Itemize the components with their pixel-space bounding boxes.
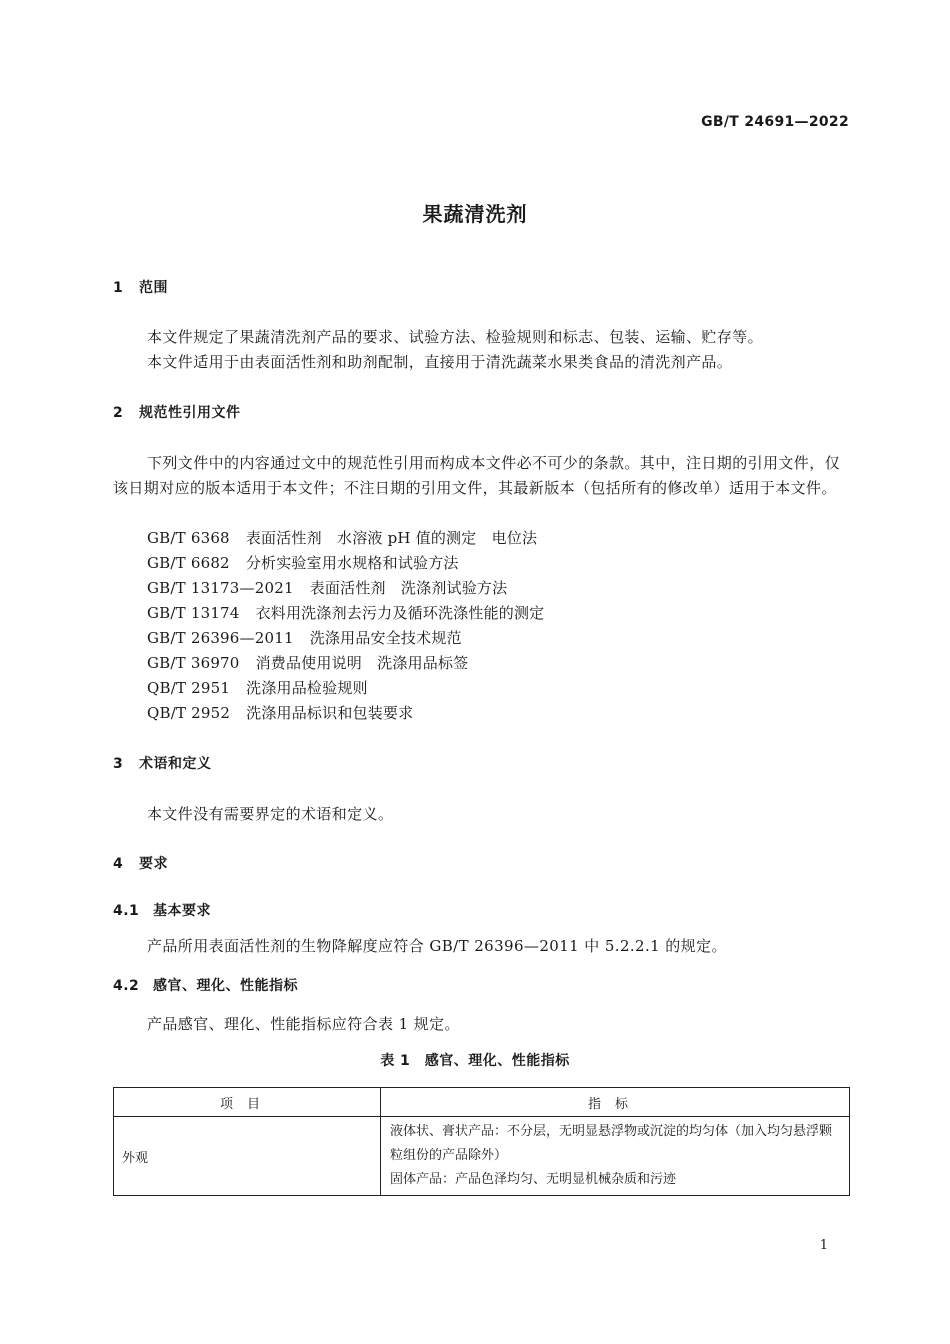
section-title: 要求	[139, 856, 168, 872]
section-number: 2	[113, 405, 124, 421]
section-title: 范围	[139, 280, 168, 296]
reference-title: 消费品使用说明 洗涤用品标签	[255, 654, 469, 672]
section-title: 规范性引用文件	[139, 405, 241, 421]
value-line: 固体产品：产品色泽均匀、无明显机械杂质和污迹	[390, 1172, 677, 1187]
reference-item	[147, 577, 507, 598]
reference-item	[147, 627, 462, 648]
reference-title: 洗涤用品标识和包装要求	[246, 704, 414, 722]
reference-code: GB/T 36970	[147, 654, 240, 672]
reference-title: 表面活性剂 水溶液 pH 值的测定 电位法	[245, 529, 538, 547]
table-header-indicator: 指标	[381, 1088, 850, 1117]
table-cell-value	[381, 1117, 850, 1196]
reference-item	[147, 702, 413, 723]
subsection-heading-basic-requirements	[113, 900, 211, 920]
value-line: 液体状、膏状产品：不分层，无明显悬浮物或沉淀的均匀体（加入均匀悬浮颗粒组份的产品除外）	[390, 1124, 833, 1163]
subsection-title: 基本要求	[153, 903, 211, 919]
table-header-row	[114, 1088, 850, 1117]
reference-code: GB/T 13173—2021	[147, 579, 294, 597]
reference-item	[147, 652, 468, 673]
subsection-number: 4.2	[113, 978, 140, 994]
indicators-paragraph: 产品感官、理化、性能指标应符合表 1 规定。	[147, 1015, 460, 1033]
reference-code: GB/T 26396—2011	[147, 629, 294, 647]
reference-item	[147, 527, 537, 548]
basic-requirements-paragraph: 产品所用表面活性剂的生物降解度应符合 GB/T 26396—2011 中 5.2.2.1 的规定。	[147, 937, 727, 955]
subsection-title: 感官、理化、性能指标	[153, 978, 298, 994]
subsection-heading-indicators	[113, 975, 298, 995]
reference-title: 洗涤用品检验规则	[246, 679, 368, 697]
section-heading-terms	[113, 753, 212, 773]
reference-title: 衣料用洗涤剂去污力及循环洗涤性能的测定	[255, 604, 545, 622]
reference-code: QB/T 2951	[147, 679, 231, 697]
section-number: 1	[113, 280, 124, 296]
section-number: 4	[113, 856, 124, 872]
reference-title: 洗涤用品安全技术规范	[309, 629, 462, 647]
subsection-number: 4.1	[113, 903, 140, 919]
reference-item	[147, 552, 459, 573]
reference-code: GB/T 13174	[147, 604, 240, 622]
table-header-item: 项目	[114, 1088, 381, 1117]
section-heading-requirements	[113, 853, 168, 873]
references-intro-paragraph: 下列文件中的内容通过文中的规范性引用而构成本文件必不可少的条款。其中，注日期的引用文件，仅该日期对应的版本适用于本文件；不注日期的引用文件，其最新版本（包括所有的修改单）适用于本文件。	[113, 454, 841, 497]
standard-number: GB/T 24691—2022	[701, 114, 849, 130]
section-number: 3	[113, 756, 124, 772]
reference-title: 分析实验室用水规格和试验方法	[245, 554, 459, 572]
scope-paragraph-1: 本文件规定了果蔬清洗剂产品的要求、试验方法、检验规则和标志、包装、运输、贮存等。	[147, 328, 764, 346]
table-row	[114, 1117, 850, 1196]
reference-code: QB/T 2952	[147, 704, 231, 722]
reference-title: 表面活性剂 洗涤剂试验方法	[309, 579, 508, 597]
reference-code: GB/T 6368	[147, 529, 230, 547]
scope-paragraph-2: 本文件适用于由表面活性剂和助剂配制，直接用于清洗蔬菜水果类食品的清洗剂产品。	[147, 353, 733, 371]
document-title: 果蔬清洗剂	[422, 202, 528, 226]
reference-item	[147, 677, 368, 698]
table-cell-item: 外观	[114, 1117, 381, 1196]
page-number: 1	[819, 1238, 828, 1253]
indicator-table	[113, 1087, 850, 1196]
terms-paragraph: 本文件没有需要界定的术语和定义。	[147, 805, 394, 823]
table-caption: 表 1 感官、理化、性能指标	[380, 1053, 570, 1069]
section-heading-normative-references	[113, 402, 241, 422]
reference-item	[147, 602, 544, 623]
reference-code: GB/T 6682	[147, 554, 230, 572]
section-heading-scope	[113, 277, 168, 297]
section-title: 术语和定义	[139, 756, 212, 772]
